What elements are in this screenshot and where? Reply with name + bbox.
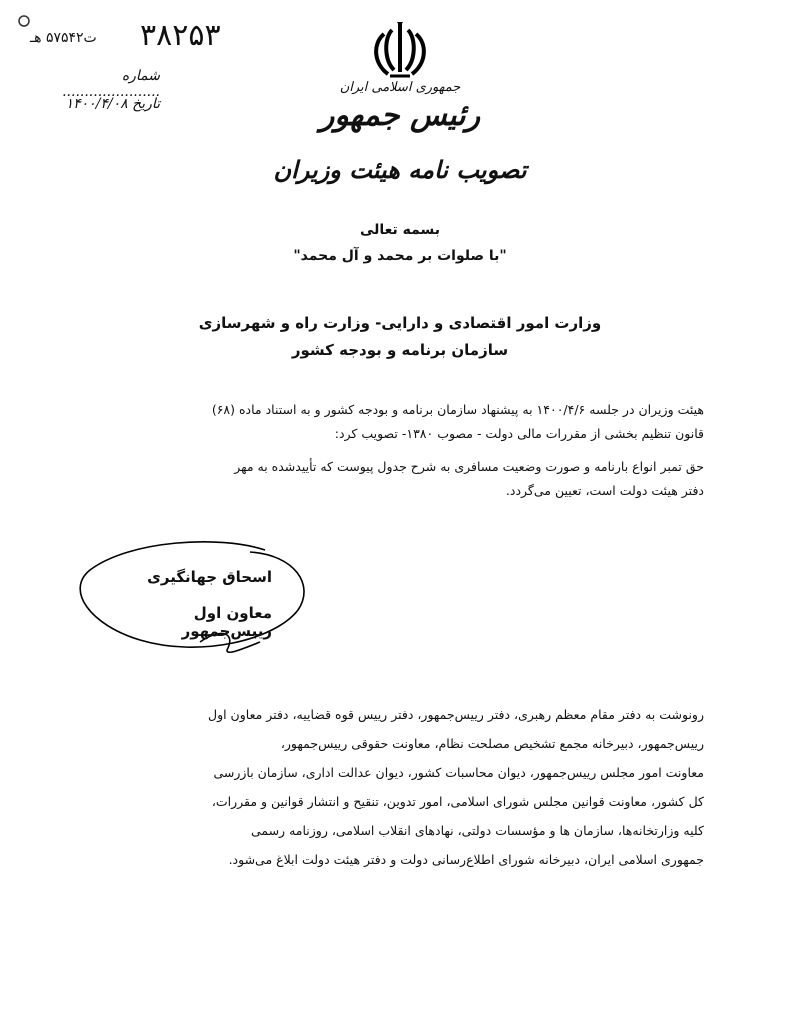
number-label: شماره xyxy=(121,68,160,84)
signatory-title: معاون اول رییس‌جمهور xyxy=(181,604,272,640)
handwritten-number: ۳۸۲۵۳ xyxy=(140,18,221,53)
cc-line-1: رونوشت به دفتر مقام معظم رهبری، دفتر رییس‌جمهور، دفتر رییس قوه قضاییه، دفتر معاون اول xyxy=(207,707,704,722)
decree-paragraph-1 xyxy=(108,398,704,446)
president-title: رئیس جمهور xyxy=(319,98,481,133)
iran-emblem-icon xyxy=(370,20,430,82)
cc-distribution xyxy=(108,700,704,874)
binder-hole-icon xyxy=(16,13,32,29)
paragraph-1-line-1: هیئت وزیران در جلسه ۱۴۰۰/۴/۶ به پیشنهاد سازمان برنامه و بودجه کشور و به استناد ماده (۶۸) xyxy=(211,402,704,417)
cc-line-4: کل کشور، معاونت قوانین مجلس شورای اسلامی، امور تدوین، تنقیح و انتشار قوانین و مقررات، xyxy=(211,794,704,809)
number-dots: ...................... xyxy=(62,84,160,100)
cc-line-3: معاونت امور مجلس رییس‌جمهور، دیوان محاسبات کشور، دیوان عدالت اداری، سازمان بازرسی xyxy=(213,765,704,780)
decree-paragraph-2 xyxy=(108,455,704,503)
signature-scribble-icon xyxy=(70,530,310,665)
paragraph-2-line-1: حق تمبر انواع بارنامه و صورت وضعیت مسافری به شرح جدول پیوست که تأییدشده به مهر xyxy=(234,459,704,474)
reference-number: ت۵۷۵۴۲ هـ xyxy=(30,30,97,46)
date-line xyxy=(30,96,160,112)
signatory-name: اسحاق جهانگیری xyxy=(147,568,272,586)
salawat: "با صلوات بر محمد و آل محمد" xyxy=(293,248,507,264)
date-label: تاریخ xyxy=(132,96,160,112)
date-value: ۱۴۰۰/۴/۰۸ xyxy=(65,96,128,112)
basmala: بسمه تعالی xyxy=(359,222,441,238)
paragraph-2-line-2: دفتر هیئت دولت است، تعیین می‌گردد. xyxy=(505,483,704,498)
cc-line-2: رییس‌جمهور، دبیرخانه مجمع تشخیص مصلحت نظام، معاونت حقوقی رییس‌جمهور، xyxy=(280,736,704,751)
recipients-line-2: سازمان برنامه و بودجه کشور xyxy=(291,341,509,359)
cc-line-5: کلیه وزارتخانه‌ها، سازمان ها و مؤسسات دولتی، نهادهای انقلاب اسلامی، روزنامه رسمی xyxy=(250,823,704,838)
paragraph-1-line-2: قانون تنظیم بخشی از مقررات مالی دولت - مصوب ۱۳۸۰- تصویب کرد: xyxy=(334,426,704,441)
recipients-line-1: وزارت امور اقتصادی و دارایی- وزارت راه و شهرسازی xyxy=(198,314,602,332)
decree-subtitle: تصویب نامه هیئت وزیران xyxy=(273,155,527,184)
cc-line-6: جمهوری اسلامی ایران، دبیرخانه شورای اطلاع‌رسانی دولت و دفتر هیئت دولت ابلاغ می‌شود. xyxy=(228,852,704,867)
republic-title: جمهوری اسلامی ایران xyxy=(339,80,461,95)
